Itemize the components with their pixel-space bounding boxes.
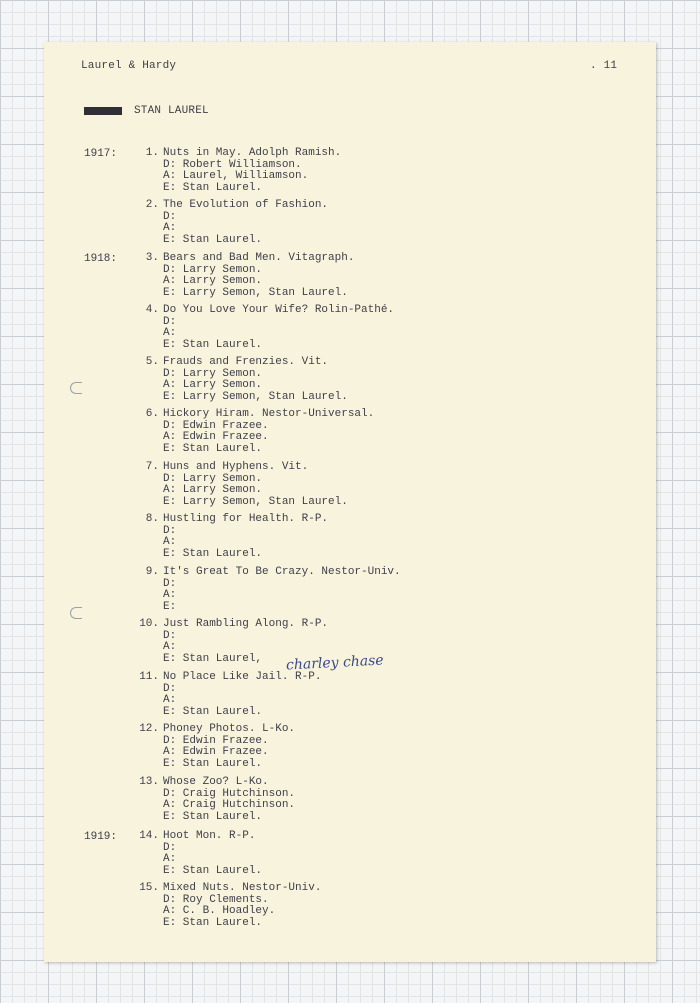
entry-credit-line: E: Larry Semon, Stan Laurel. (163, 495, 348, 508)
entry-credit-line: D: Craig Hutchinson. (163, 787, 296, 800)
entry-number: 3. (145, 252, 159, 264)
entry-title: Hustling for Health. R-P. (163, 513, 329, 525)
entry-credit-line: A: (163, 641, 177, 653)
entry-number: 12. (139, 723, 159, 735)
document-page (44, 42, 656, 962)
entry-number: 14. (139, 830, 159, 842)
entry-title: Nuts in May. Adolph Ramish. (163, 147, 342, 159)
entry-credit-line: A: (163, 222, 177, 234)
entry-title: Hoot Mon. R-P. (163, 830, 256, 842)
entry-number: 4. (145, 304, 159, 316)
entry-credit-line: A: Edwin Frazee. (163, 431, 269, 443)
entry-title: Phoney Photos. L-Ko. (163, 723, 296, 735)
film-entry (134, 831, 262, 877)
entry-credit-line: A: (163, 327, 177, 339)
entry-credit-line: D: (163, 524, 177, 537)
entry-credit-line: E: Stan Laurel. (163, 757, 263, 770)
entry-title: It's Great To Be Crazy. Nestor-Univ. (163, 566, 401, 578)
entry-credit-line: A: Laurel, Williamson. (163, 170, 309, 182)
year-label: 1918: (84, 253, 118, 265)
entry-number: 6. (145, 408, 159, 420)
entry-credit-line: A: Edwin Frazee. (163, 746, 269, 758)
entry-title: Hickory Hiram. Nestor-Universal. (163, 408, 375, 420)
entry-credit-line: D: Larry Semon. (163, 263, 263, 276)
section-title: STAN LAUREL (134, 105, 209, 117)
entry-number: 15. (139, 882, 159, 894)
entry-credit-line: E: Stan Laurel. (163, 705, 263, 718)
entry-credit-line: D: (163, 315, 177, 328)
entry-credit-line: A: (163, 589, 177, 601)
entry-credit-line: E: Stan Laurel. (163, 233, 263, 246)
entry-title: Frauds and Frenzies. Vit. (163, 356, 329, 368)
film-entry (134, 462, 348, 508)
entry-number: 13. (139, 776, 159, 788)
punch-hole (70, 382, 82, 394)
entry-credit-line: D: Robert Williamson. (163, 158, 302, 171)
entry-credit-line: E: Stan Laurel. (163, 338, 263, 351)
entry-title: Do You Love Your Wife? Rolin-Pathé. (163, 304, 395, 316)
entry-number: 5. (145, 356, 159, 368)
entry-credit-line: D: Larry Semon. (163, 367, 263, 380)
entry-number: 11. (139, 671, 159, 683)
entry-title: The Evolution of Fashion. (163, 199, 329, 211)
entry-credit-line: E: Stan Laurel. (163, 864, 263, 877)
entry-credit-line: A: (163, 694, 177, 706)
entry-credit-line: D: Edwin Frazee. (163, 734, 269, 747)
entry-credit-line: D: (163, 682, 177, 695)
entry-credit-line: D: (163, 629, 177, 642)
entry-credit-line: A: (163, 853, 177, 865)
entry-title: Just Rambling Along. R-P. (163, 618, 329, 630)
film-entry (134, 724, 295, 770)
handwritten-annotation: charley chase (285, 652, 385, 674)
entry-number: 8. (145, 513, 159, 525)
entry-credit-line: E: Stan Laurel. (163, 181, 263, 194)
punch-hole (70, 607, 82, 619)
film-entry (134, 409, 374, 455)
entry-credit-line: E: Stan Laurel. (163, 916, 263, 929)
entry-credit-line: D: (163, 210, 177, 223)
entry-credit-line: D: (163, 841, 177, 854)
entry-credit-line: E: Stan Laurel, (163, 652, 263, 665)
entry-credit-line: E: (163, 600, 177, 613)
entry-credit-line: E: Larry Semon, Stan Laurel. (163, 286, 348, 299)
entry-credit-line: D: Roy Clements. (163, 893, 269, 906)
film-entry (134, 357, 348, 403)
year-label: 1919: (84, 831, 118, 843)
film-entry (134, 567, 401, 613)
entry-title: No Place Like Jail. R-P. (163, 671, 322, 683)
film-entry (134, 883, 321, 929)
entry-credit-line: A: Larry Semon. (163, 275, 263, 287)
entry-credit-line: E: Stan Laurel. (163, 442, 263, 455)
film-entry (134, 148, 341, 194)
entry-credit-line: E: Larry Semon, Stan Laurel. (163, 390, 348, 403)
entry-credit-line: A: (163, 536, 177, 548)
entry-credit-line: A: Larry Semon. (163, 484, 263, 496)
entry-title: Mixed Nuts. Nestor-Univ. (163, 882, 322, 894)
entry-credit-line: D: (163, 577, 177, 590)
entry-title: Bears and Bad Men. Vitagraph. (163, 252, 355, 264)
entry-title: Huns and Hyphens. Vit. (163, 461, 309, 473)
entry-number: 7. (145, 461, 159, 473)
entry-number: 1. (145, 147, 159, 159)
film-entry (134, 514, 328, 560)
film-entry (134, 253, 354, 299)
entry-title: Whose Zoo? L-Ko. (163, 776, 269, 788)
entry-credit-line: A: Larry Semon. (163, 379, 263, 391)
film-entry (134, 777, 295, 823)
film-entry (134, 305, 394, 351)
entry-number: 2. (145, 199, 159, 211)
entry-credit-line: A: Craig Hutchinson. (163, 799, 296, 811)
entry-credit-line: A: C. B. Hoadley. (163, 905, 276, 917)
entry-number: 10. (139, 618, 159, 630)
year-label: 1917: (84, 148, 118, 160)
header-title: Laurel & Hardy (81, 60, 177, 72)
page-number: . 11 (590, 60, 618, 72)
entry-credit-line: E: Stan Laurel. (163, 810, 263, 823)
redacted-text (84, 107, 122, 115)
entry-credit-line: D: Larry Semon. (163, 472, 263, 485)
entry-credit-line: D: Edwin Frazee. (163, 419, 269, 432)
film-entry (134, 200, 328, 246)
film-entry (134, 672, 321, 718)
entry-number: 9. (145, 566, 159, 578)
entry-credit-line: E: Stan Laurel. (163, 547, 263, 560)
